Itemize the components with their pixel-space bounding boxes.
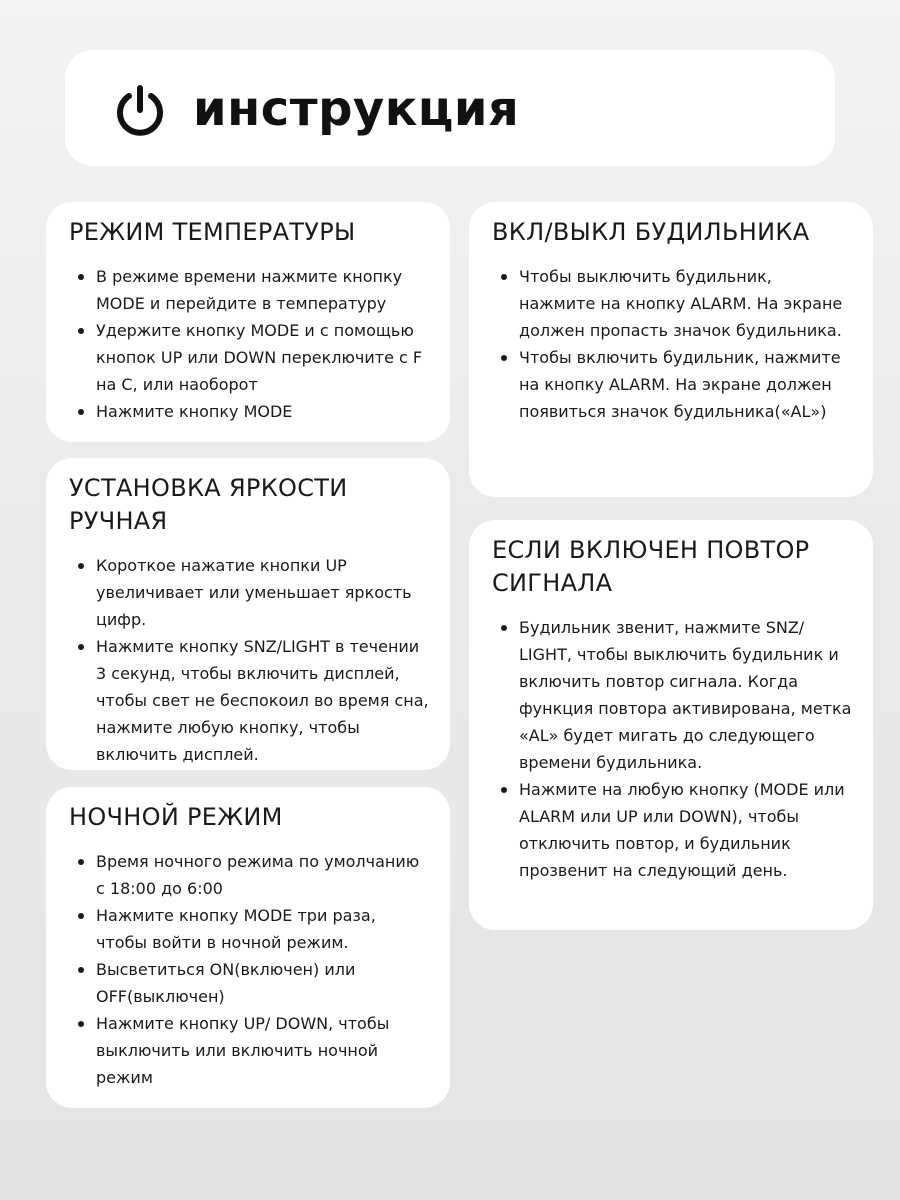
card-temperature-mode: [46, 202, 450, 442]
list-item: [492, 263, 853, 344]
list-item-text: Нажмите на любую кнопку (MODE или ALARM или UP или DOWN), чтобы отключить повтор, и будильник прозвенит на следующий день.: [519, 780, 845, 880]
list-item-text: Нажмите кнопку UP/ DOWN, чтобы выключить или включить ночной режим: [96, 1014, 390, 1087]
instruction-list: [69, 263, 430, 425]
card-night-mode: [46, 787, 450, 1108]
list-item-text: Нажмите кнопку SNZ/LIGHT в течении 3 секунд, чтобы включить дисплей, чтобы свет не беспокоил во время сна, нажмите любую кнопку, чтобы включить дисплей.: [96, 637, 429, 764]
bullet-icon: [78, 644, 84, 650]
instruction-list: [69, 848, 430, 1091]
list-item: [69, 956, 430, 1010]
list-item-text: Нажмите кнопку MODE: [96, 402, 293, 421]
list-item: [69, 398, 430, 425]
card-snooze-repeat: [469, 520, 873, 930]
list-item: [492, 344, 853, 425]
list-item-text: Время ночного режима по умолчанию с 18:00 до 6:00: [96, 852, 420, 898]
bullet-icon: [78, 328, 84, 334]
list-item: [69, 633, 430, 768]
bullet-icon: [78, 859, 84, 865]
bullet-icon: [78, 274, 84, 280]
list-item: [69, 263, 430, 317]
bullet-icon: [78, 913, 84, 919]
bullet-icon: [501, 355, 507, 361]
bullet-icon: [78, 967, 84, 973]
card-title: ЕСЛИ ВКЛЮЧЕН ПОВТОР СИГНАЛА: [492, 536, 810, 597]
list-item-text: Высветиться ON(включен) или OFF(выключен): [96, 960, 356, 1006]
list-item-text: Будильник звенит, нажмите SNZ/ LIGHT, чтобы выключить будильник и включить повтор сигнала. Когда функция повтора активирована, метка «AL» будет мигать до следующего времени будильника.: [519, 618, 852, 772]
page-title: инструкция: [193, 81, 520, 137]
card-title: РЕЖИМ ТЕМПЕРАТУРЫ: [69, 218, 356, 246]
list-item-text: Нажмите кнопку MODE три раза, чтобы войти в ночной режим.: [96, 906, 376, 952]
bullet-icon: [501, 625, 507, 631]
bullet-icon: [501, 274, 507, 280]
list-item: [69, 317, 430, 398]
card-brightness-manual: [46, 458, 450, 770]
instruction-list: [492, 263, 853, 425]
list-item-text: Чтобы включить будильник, нажмите на кнопку ALARM. На экране должен появиться значок будильника(«AL»): [519, 348, 841, 421]
bullet-icon: [78, 409, 84, 415]
bullet-icon: [78, 563, 84, 569]
list-item-text: В режиме времени нажмите кнопку MODE и перейдите в температуру: [96, 267, 403, 313]
list-item: [69, 1010, 430, 1091]
instruction-list: [69, 552, 430, 768]
card-alarm-toggle: [469, 202, 873, 497]
power-icon: [113, 84, 167, 138]
instruction-list: [492, 614, 853, 884]
card-title: ВКЛ/ВЫКЛ БУДИЛЬНИКА: [492, 218, 810, 246]
card-title: УСТАНОВКА ЯРКОСТИ РУЧНАЯ: [69, 474, 348, 535]
list-item-text: Чтобы выключить будильник, нажмите на кнопку ALARM. На экране должен пропасть значок будильника.: [519, 267, 843, 340]
card-title: НОЧНОЙ РЕЖИМ: [69, 803, 283, 831]
list-item: [69, 902, 430, 956]
list-item: [492, 776, 853, 884]
list-item: [492, 614, 853, 776]
list-item: [69, 552, 430, 633]
list-item-text: Короткое нажатие кнопки UP увеличивает или уменьшает яркость цифр.: [96, 556, 412, 629]
list-item: [69, 848, 430, 902]
list-item-text: Удержите кнопку MODE и с помощью кнопок UP или DOWN переключите с F на C, или наоборот: [96, 321, 423, 394]
bullet-icon: [78, 1021, 84, 1027]
bullet-icon: [501, 787, 507, 793]
